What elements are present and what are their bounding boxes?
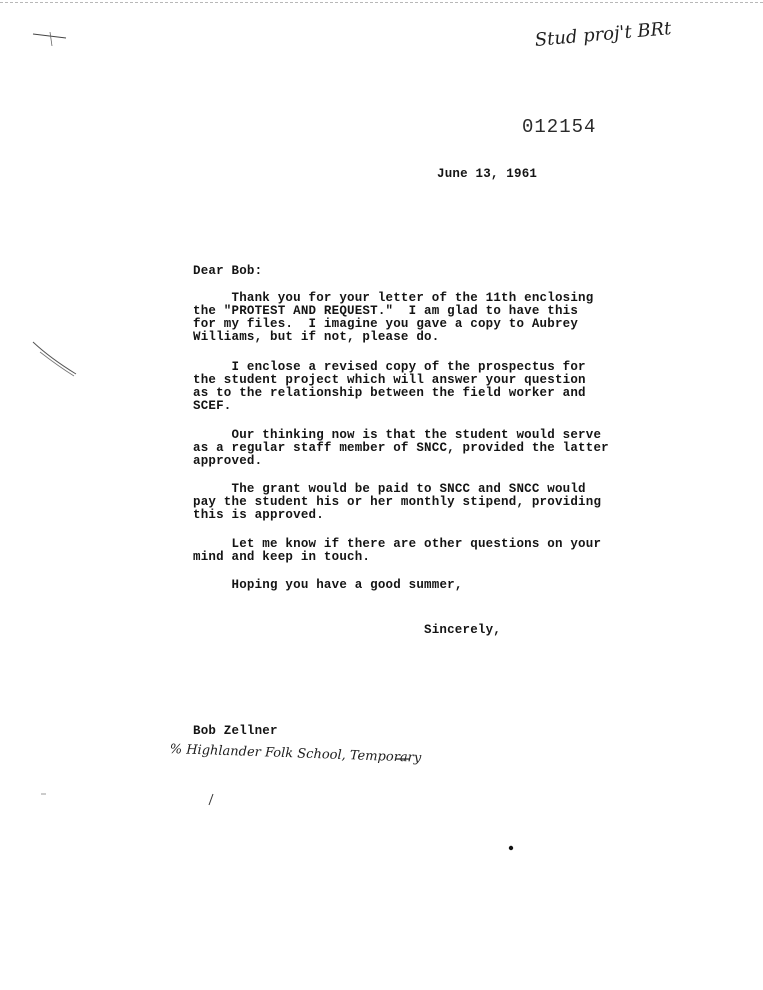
recipient-name: Bob Zellner: [193, 724, 278, 738]
body-line: the "PROTEST AND REQUEST." I am glad to have this: [193, 304, 579, 318]
salutation: Dear Bob:: [193, 264, 263, 278]
body-line: the student project which will answer your question: [193, 373, 586, 387]
letter-date: June 13, 1961: [437, 167, 538, 181]
body-line: SCEF.: [193, 399, 232, 413]
body-line: this is approved.: [193, 508, 324, 522]
body-line: for my files. I imagine you gave a copy to Aubrey: [193, 317, 579, 331]
body-line: I enclose a revised copy of the prospectus for: [193, 360, 586, 374]
page-top-edge: [0, 2, 763, 3]
ink-dot: [507, 844, 515, 852]
pen-tick-mark: [206, 792, 216, 808]
body-paragraph-5: [193, 538, 653, 564]
document-number: 012154: [522, 116, 597, 138]
speck-left: [40, 792, 48, 796]
handwritten-recipient-address: % Highlander Folk School, Temporary: [169, 742, 422, 766]
handwritten-dash: [394, 756, 414, 762]
body-line: pay the student his or her monthly stipend, providing: [193, 495, 602, 509]
body-line: Our thinking now is that the student would serve: [193, 428, 602, 442]
body-line: The grant would be paid to SNCC and SNCC would: [193, 482, 586, 496]
body-line: as to the relationship between the field worker and: [193, 386, 586, 400]
closing: Sincerely,: [424, 623, 502, 637]
body-paragraph-2: [193, 361, 653, 413]
body-line: Thank you for your letter of the 11th enclosing: [193, 291, 594, 305]
body-line: mind and keep in touch.: [193, 550, 371, 564]
body-paragraph-3: [193, 429, 653, 468]
body-line: Let me know if there are other questions on your: [193, 537, 602, 551]
body-line: approved.: [193, 454, 263, 468]
body-paragraph-1: [193, 292, 653, 344]
body-paragraph-4: [193, 483, 653, 522]
body-paragraph-6: [193, 579, 653, 592]
body-line: Hoping you have a good summer,: [193, 578, 463, 592]
body-line: as a regular staff member of SNCC, provided the latter: [193, 441, 609, 455]
pen-mark-top-left: [30, 28, 70, 50]
handwritten-file-note: Stud proj't BRt: [534, 18, 673, 51]
pen-mark-left-margin: [30, 338, 82, 382]
body-line: Williams, but if not, please do.: [193, 330, 440, 344]
